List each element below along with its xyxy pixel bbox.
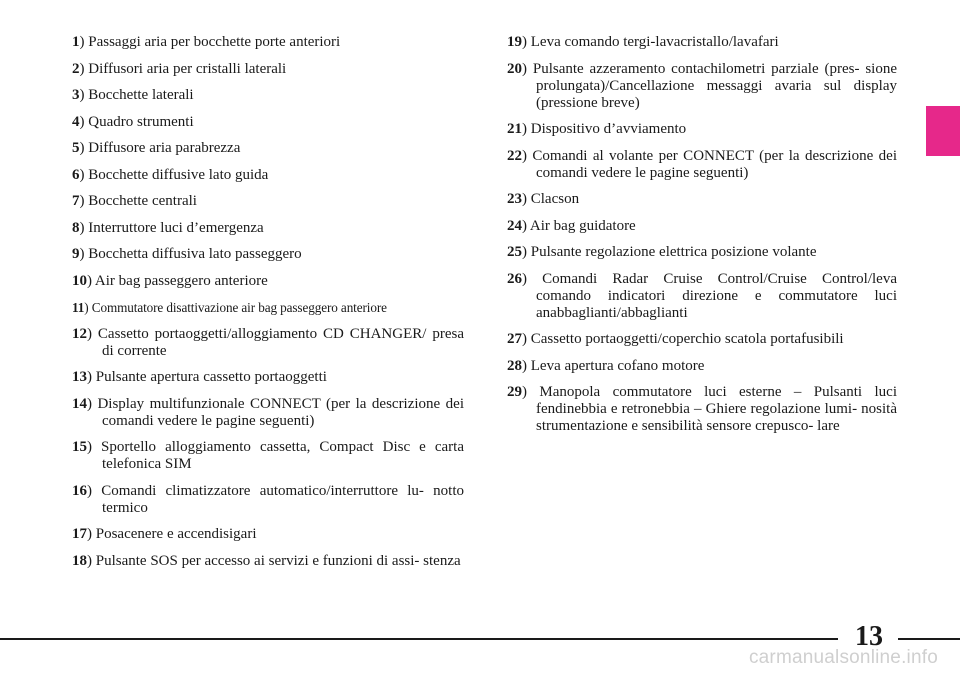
list-item: 16) Comandi climatizzatore automatico/interruttore lu- notto termico — [72, 482, 464, 516]
list-item: 25) Pulsante regolazione elettrica posizione volante — [507, 244, 817, 260]
list-item: 1) Passaggi aria per bocchette porte anteriori — [72, 34, 341, 50]
footer-rule-right — [898, 638, 960, 640]
list-item: 12) Cassetto portaoggetti/alloggiamento CD CHANGER/ presa di corrente — [72, 325, 464, 359]
list-item: 26) Comandi Radar Cruise Control/Cruise Control/leva comando indicatori direzione e commutatore luci anabbaglianti/abbaglianti — [507, 270, 897, 321]
page-number: 13 — [855, 621, 883, 652]
list-item: 21) Dispositivo d’avviamento — [507, 121, 687, 137]
list-item: 5) Diffusore aria parabrezza — [72, 140, 241, 156]
list-item: 23) Clacson — [507, 191, 580, 207]
list-item: 24) Air bag guidatore — [507, 217, 636, 234]
list-item: 29) Manopola commutatore luci esterne – Pulsanti luci fendinebbia e retronebbia – Ghiere regolazione lumi- nosità strumentazione e sensibilità sensore crepusco- lare — [507, 384, 897, 434]
list-item: 7) Bocchette centrali — [72, 193, 197, 209]
section-tab — [926, 106, 960, 156]
left-column — [72, 34, 464, 579]
footer-rule — [0, 638, 838, 640]
list-item: 28) Leva apertura cofano motore — [507, 357, 705, 374]
watermark: carmanualsonline.info — [748, 647, 938, 668]
list-item: 22) Comandi al volante per CONNECT (per la descrizione dei comandi vedere le pagine seguenti) — [507, 147, 897, 181]
list-item: 18) Pulsante SOS per accesso ai servizi e funzioni di assi- stenza — [72, 552, 461, 569]
list-item: 4) Quadro strumenti — [72, 113, 194, 130]
list-item: 17) Posacenere e accendisigari — [72, 526, 257, 542]
list-item: 27) Cassetto portaoggetti/coperchio scatola portafusibili — [507, 331, 844, 347]
list-item: 13) Pulsante apertura cassetto portaoggetti — [72, 369, 327, 385]
list-item: 19) Leva comando tergi-lavacristallo/lavafari — [507, 34, 779, 50]
list-item: 8) Interruttore luci d’emergenza — [72, 219, 264, 236]
list-item: 20) Pulsante azzeramento contachilometri parziale (pres- sione prolungata)/Cancellazione messaggi avaria sul display (pressione breve) — [507, 60, 897, 111]
list-item: 11) Commutatore disattivazione air bag passeggero anteriore — [72, 300, 387, 315]
list-item: 3) Bocchette laterali — [72, 87, 194, 103]
list-item: 2) Diffusori aria per cristalli laterali — [72, 60, 287, 77]
list-item: 14) Display multifunzionale CONNECT (per la descrizione dei comandi vedere le pagine seguenti) — [72, 395, 464, 429]
list-item: 6) Bocchette diffusive lato guida — [72, 166, 269, 183]
list-item: 15) Sportello alloggiamento cassetta, Compact Disc e carta telefonica SIM — [72, 439, 464, 472]
right-column — [507, 34, 897, 445]
list-item: 9) Bocchetta diffusiva lato passeggero — [72, 246, 302, 262]
list-item: 10) Air bag passeggero anteriore — [72, 272, 268, 289]
